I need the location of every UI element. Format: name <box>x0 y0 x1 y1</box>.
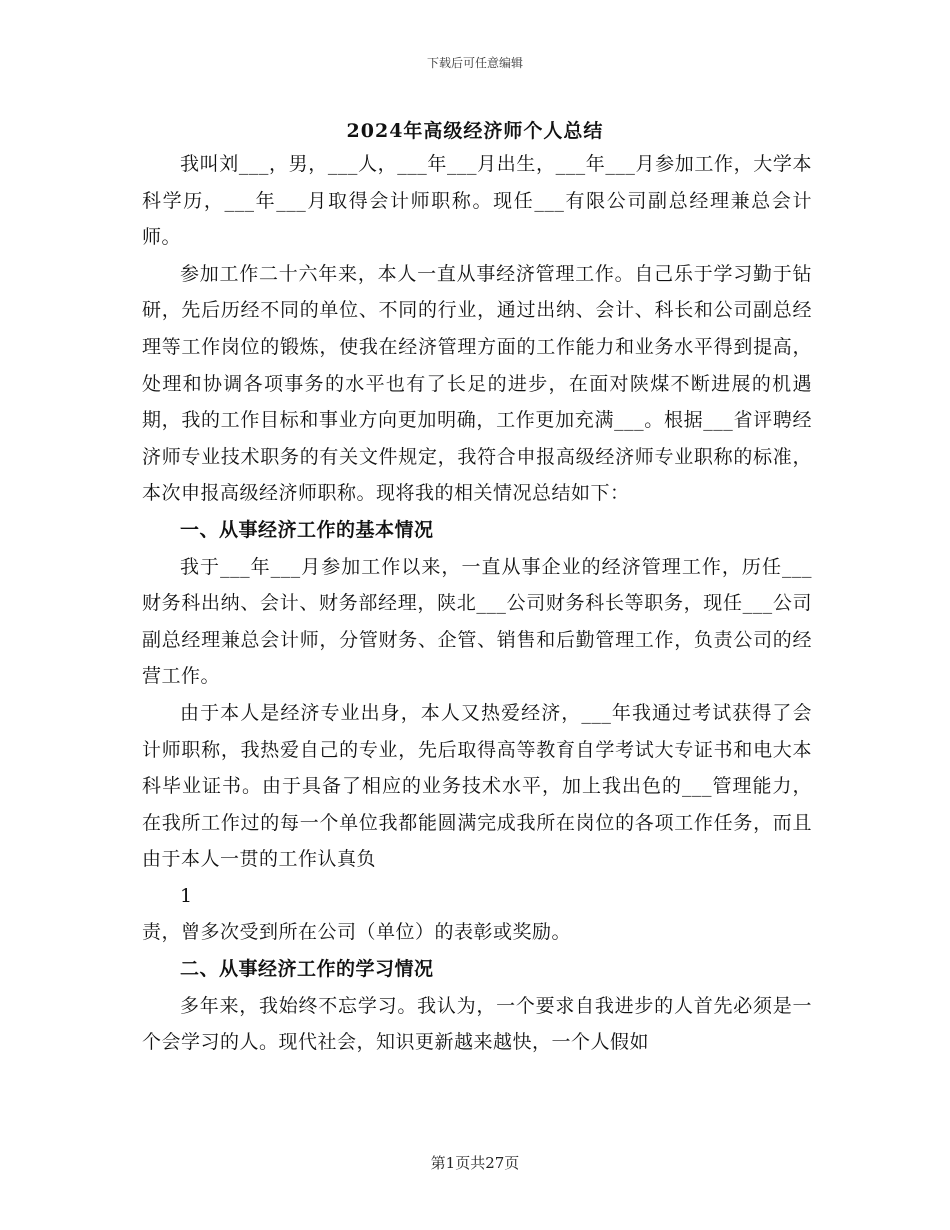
section-heading-2: 二、从事经济工作的学习情况 <box>180 958 434 981</box>
paragraph-overview: 参加工作二十六年来，本人一直从事经济管理工作。自己乐于学习勤于钻研，先后历经不同的单位、不同的行业，通过出纳、会计、科长和公司副总经理等工作岗位的锻炼，使我在经济管理方面的工作能力和业务水平得到提高，处理和协调各项事务的水平也有了长足的进步，在面对陕煤不断进展的机遇期，我的工作目标和事业方向更加明确，工作更加充满___。根据___省评聘经济师专业技术职务的有关文件规定，我符合申报高级经济师专业职称的标准，本次申报高级经济师职称。现将我的相关情况总结如下： <box>142 262 812 505</box>
page-footer: 第1页共27页 <box>430 1154 520 1172</box>
section-heading-1: 一、从事经济工作的基本情况 <box>180 518 434 541</box>
paragraph-basic-situation: 我于___年___月参加工作以来，一直从事企业的经济管理工作，历任___财务科出纳、会计、财务部经理，陕北___公司财务科长等职务，现任___公司副总经理兼总会计师，分管财务、企管、销售和后勤管理工作，负责公司的经营工作。 <box>142 555 812 688</box>
inline-page-number: 1 <box>180 884 193 907</box>
paragraph-qualifications: 由于本人是经济专业出身，本人又热爱经济，___年我通过考试获得了会计师职称，我热爱自己的专业，先后取得高等教育自学考试大专证书和电大本科毕业证书。由于具备了相应的业务技术水平，加上我出色的___管理能力，在我所工作过的每一个单位我都能圆满完成我所在岗位的各项工作任务，而且由于本人一贯的工作认真负 <box>142 701 812 871</box>
document-body <box>142 146 812 1061</box>
paragraph-continuation: 责，曾多次受到所在公司（单位）的表彰或奖励。 <box>142 921 572 944</box>
page-header: 下载后可任意编辑 <box>426 56 523 70</box>
paragraph-learning: 多年来，我始终不忘学习。我认为，一个要求自我进步的人首先必须是一个会学习的人。现代社会，知识更新越来越快，一个人假如 <box>142 994 812 1054</box>
paragraph-intro: 我叫刘___，男，___人，___年___月出生，___年___月参加工作，大学本科学历，___年___月取得会计师职称。现任___有限公司副总经理兼总会计师。 <box>142 153 812 249</box>
document-title: 2024年高级经济师个人总结 <box>346 120 604 142</box>
